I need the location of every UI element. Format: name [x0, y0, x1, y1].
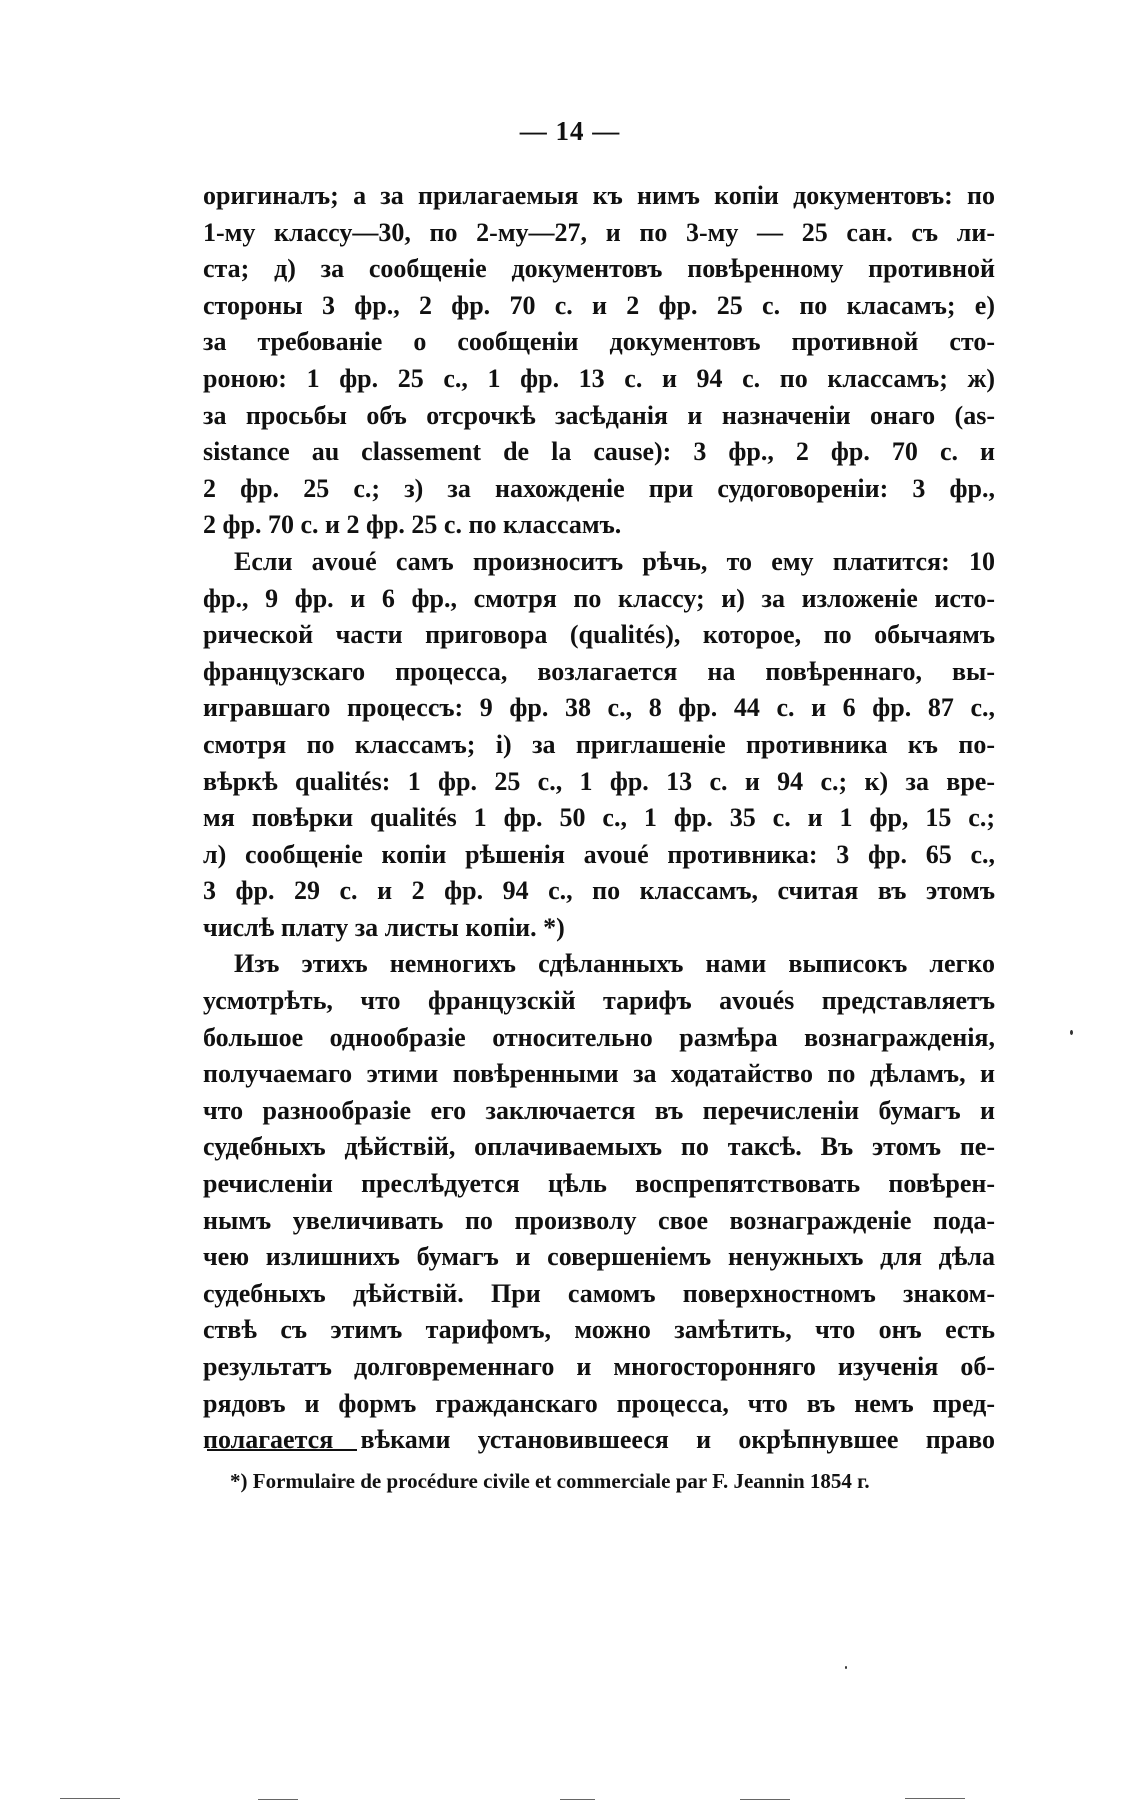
paragraph-end-line: 2 фр. 70 с. и 2 фр. 25 с. по классамъ. [203, 510, 622, 540]
text-line: результатъ долговременнаго и многосторонняго изученія об- [203, 1352, 995, 1381]
scan-speck [1070, 1030, 1073, 1035]
text-line: вѣркѣ qualités: 1 фр. 25 с., 1 фр. 13 с. и 94 с.; к) за вре- [203, 766, 995, 796]
text-line: за просьбы объ отсрочкѣ засѣданія и назначеніи онаго (as- [203, 400, 995, 430]
text-line: смотря по классамъ; і) за приглашеніе противника къ по- [203, 729, 995, 759]
text-line: французскаго процесса, возлагается на повѣреннаго, вы- [203, 656, 995, 686]
text-line: 1-му классу—30, по 2-му—27, и по 3-му — 25 сан. съ ли- [203, 217, 995, 247]
text-line: ста; д) за сообщеніе документовъ повѣренному противной [203, 254, 995, 284]
text-line: ствѣ съ этимъ тарифомъ, можно замѣтить, что онъ есть [203, 1315, 995, 1345]
text-line: судебныхъ дѣйствій, оплачиваемыхъ по таксѣ. Въ этомъ пе- [203, 1132, 995, 1162]
scan-edge-mark [60, 1798, 120, 1799]
text-line: мя повѣрки qualités 1 фр. 50 с., 1 фр. 35 с. и 1 фр, 15 с.; [203, 803, 995, 833]
footnote-divider [207, 1449, 357, 1451]
scan-edge-mark [560, 1799, 595, 1800]
text-line: игравшаго процессъ: 9 фр. 38 с., 8 фр. 44 с. и 6 фр. 87 с., [203, 693, 995, 723]
text-line: речисленіи преслѣдуется цѣль воспрепятствовать повѣрен- [203, 1169, 995, 1199]
paragraph-start-line: Если avoué самъ произноситъ рѣчь, то ему платится: 10 [234, 546, 995, 576]
text-line: роною: 1 фр. 25 с., 1 фр. 13 с. и 94 с. по классамъ; ж) [203, 363, 995, 393]
text-line: sistance au classement de la cause): 3 фр., 2 фр. 70 с. и [203, 437, 995, 467]
text-line: усмотрѣть, что французскій тарифъ avoués представляетъ [203, 986, 995, 1016]
scan-speck [845, 1666, 847, 1669]
scan-edge-mark [258, 1799, 298, 1800]
text-line: рической части приговора (qualités), которое, по обычаямъ [203, 620, 995, 650]
paragraph-start-line: Изъ этихъ немногихъ сдѣланныхъ нами выписокъ легко [234, 949, 995, 979]
text-line: нымъ увеличивать по произволу свое вознагражденіе пода- [203, 1205, 995, 1235]
text-line: полагается вѣками установившееся и окрѣпнувшее право [203, 1425, 995, 1455]
text-line: л) сообщеніе копіи рѣшенія avoué противника: 3 фр. 65 с., [203, 839, 995, 869]
text-line: большое однообразіе относительно размѣра вознагражденія, [203, 1022, 995, 1052]
text-line: судебныхъ дѣйствій. При самомъ поверхностномъ знаком- [203, 1278, 995, 1308]
text-line: чею излишнихъ бумагъ и совершеніемъ ненужныхъ для дѣла [203, 1242, 995, 1272]
text-line: фр., 9 фр. и 6 фр., смотря по классу; и) за изложеніе исто- [203, 583, 995, 613]
page-number: — 14 — [519, 116, 621, 146]
text-line: 2 фр. 25 с.; з) за нахожденіе при судоговореніи: 3 фр., [203, 473, 995, 503]
text-line: рядовъ и формъ гражданскаго процесса, что въ немъ пред- [203, 1388, 995, 1418]
text-line: стороны 3 фр., 2 фр. 70 с. и 2 фр. 25 с. по класамъ; е) [203, 290, 995, 320]
body-text [203, 178, 995, 1459]
text-line: за требованіе о сообщеніи документовъ противной сто- [203, 327, 995, 357]
scan-edge-mark [905, 1798, 965, 1799]
text-line: 3 фр. 29 с. и 2 фр. 94 с., по классамъ, считая въ этомъ [203, 876, 995, 906]
paragraph-end-line: числѣ плату за листы копіи. *) [203, 912, 565, 942]
text-line: оригиналъ; а за прилагаемыя къ нимъ копіи документовъ: по [203, 181, 995, 210]
text-line: что разнообразіе его заключается въ перечисленіи бумагъ и [203, 1095, 995, 1125]
scan-edge-mark [740, 1799, 790, 1800]
text-line: получаемаго этими повѣренными за ходатайство по дѣламъ, и [203, 1059, 995, 1089]
footnote: *) Formulaire de procédure civile et commerciale par F. Jeannin 1854 г. [230, 1469, 870, 1493]
